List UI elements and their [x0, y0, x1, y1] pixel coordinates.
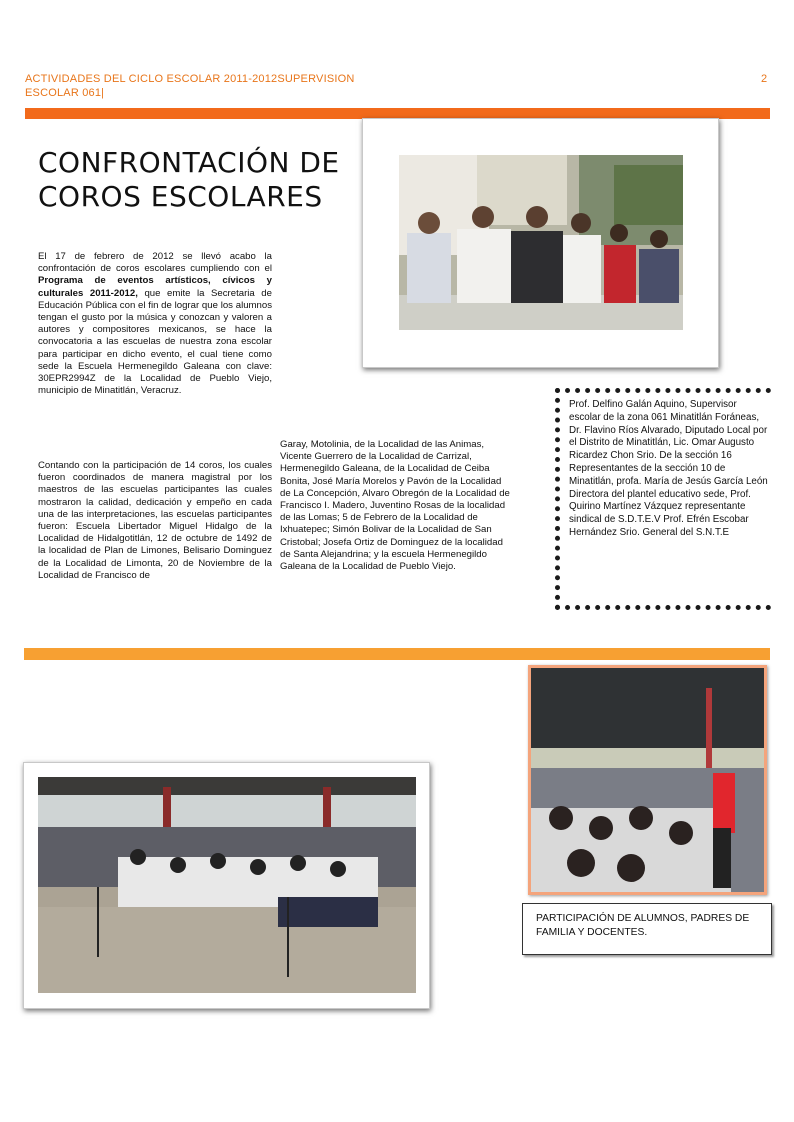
article-paragraph-2-column-2: Garay, Motolinia, de la Localidad de las Animas, Vicente Guerrero de la Localidad de Carrizal, Hermenegildo Galeana, de la Localidad de Ceiba Bonita, José María Morelos y Pavón de la Localidad de La Concepción, Alvaro Obregón de la Localidad de Francisco I. Madero, Juventino Rosas de la localidad de las Lomas; 5 de Febrero de la Localidad de Ixhuatepec; Simón Bolivar de la Localidad de San Cristobal; Josefa Ortiz de Dominguez de la localidad de Santa Alejandrina; y la escuela Hermenegildo Galeana de la Localidad de Pueblo Viejo. — [280, 439, 510, 573]
photo-audience-image — [531, 668, 764, 892]
photo-choir-image — [38, 777, 416, 993]
paragraph-1-text-a: El 17 de febrero de 2012 se llevó acabo la confrontación de coros escolares cumpliendo con el — [38, 251, 272, 275]
photo-frame-officials — [362, 118, 719, 368]
article-paragraph-1 — [38, 251, 272, 397]
photo-caption-text: PARTICIPACIÓN DE ALUMNOS, PADRES DE FAMILIA Y DOCENTES. — [536, 913, 750, 938]
header-title: ACTIVIDADES DEL CICLO ESCOLAR 2011-2012SUPERVISION ESCOLAR 061| — [25, 73, 355, 99]
photo-officials-image — [399, 155, 683, 330]
photo-frame-audience — [528, 665, 767, 895]
paragraph-1-text-b: que emite la Secretaria de Educación Pública con el fin de lograr que los alumnos tengan el gusto por la música y conozcan y valoren a autores y compositores mexicanos, se hace la convocatoria a las escuelas de nuestra zona escolar para participar en dicho evento, el cual tiene como sede la Escuela Hermenegildo Galeana con clave: 30EPR2994Z de la Localidad de Pueblo Viejo, municipio de Minatitlán, Veracruz. — [38, 287, 272, 397]
article-title-line-1: CONFRONTACIÓN DE — [38, 146, 340, 179]
page-number: 2 — [761, 73, 768, 85]
article-title — [38, 146, 368, 214]
officials-note-text: Prof. Delfino Galán Aquino, Supervisor escolar de la zona 061 Minatitlán Foráneas, Dr. Flavino Ríos Alvarado, Diputado Local por el Distrito de Minatitlán, Lic. Omar Augusto Ricardez Chon Srio. De la sección 16 Representantes de la sección 10 de Minatitlán, profa. María de Jesús García León Directora del plantel educativo sede, Prof. Quirino Martínez Vázquez representante sindical de S.D.T.E.V Prof. Efrén Escobar Hernández Srio. General del S.N.T.E — [569, 399, 768, 538]
section-divider-bar — [24, 648, 770, 660]
article-paragraph-2-column-1: Contando con la participación de 14 coros, los cuales fueron coordinados de manera magistral por los maestros de las escuelas participantes las cuales mostraron la calidad, dedicación y empeño en cada una de las interpretaciones, las escuelas participantes fueron: Escuela Libertador Miguel Hidalgo de la Localidad de Hidalgotitlán, 12 de octubre de 1492 de la localidad de Plan de Limones, Belisario Dominguez de la Localidad de Limonta, 20 de Noviembre de la Localidad de Francisco de — [38, 460, 272, 581]
paragraph-1-program-name: Programa de eventos artísticos, cívicos y culturales 2011-2012, — [38, 275, 272, 299]
photo-officials-presidium — [399, 155, 683, 330]
article-title-line-2: COROS ESCOLARES — [38, 180, 323, 213]
photo-audience — [531, 668, 764, 892]
photo-frame-choir — [23, 762, 430, 1009]
photo-choir-performance — [38, 777, 416, 993]
